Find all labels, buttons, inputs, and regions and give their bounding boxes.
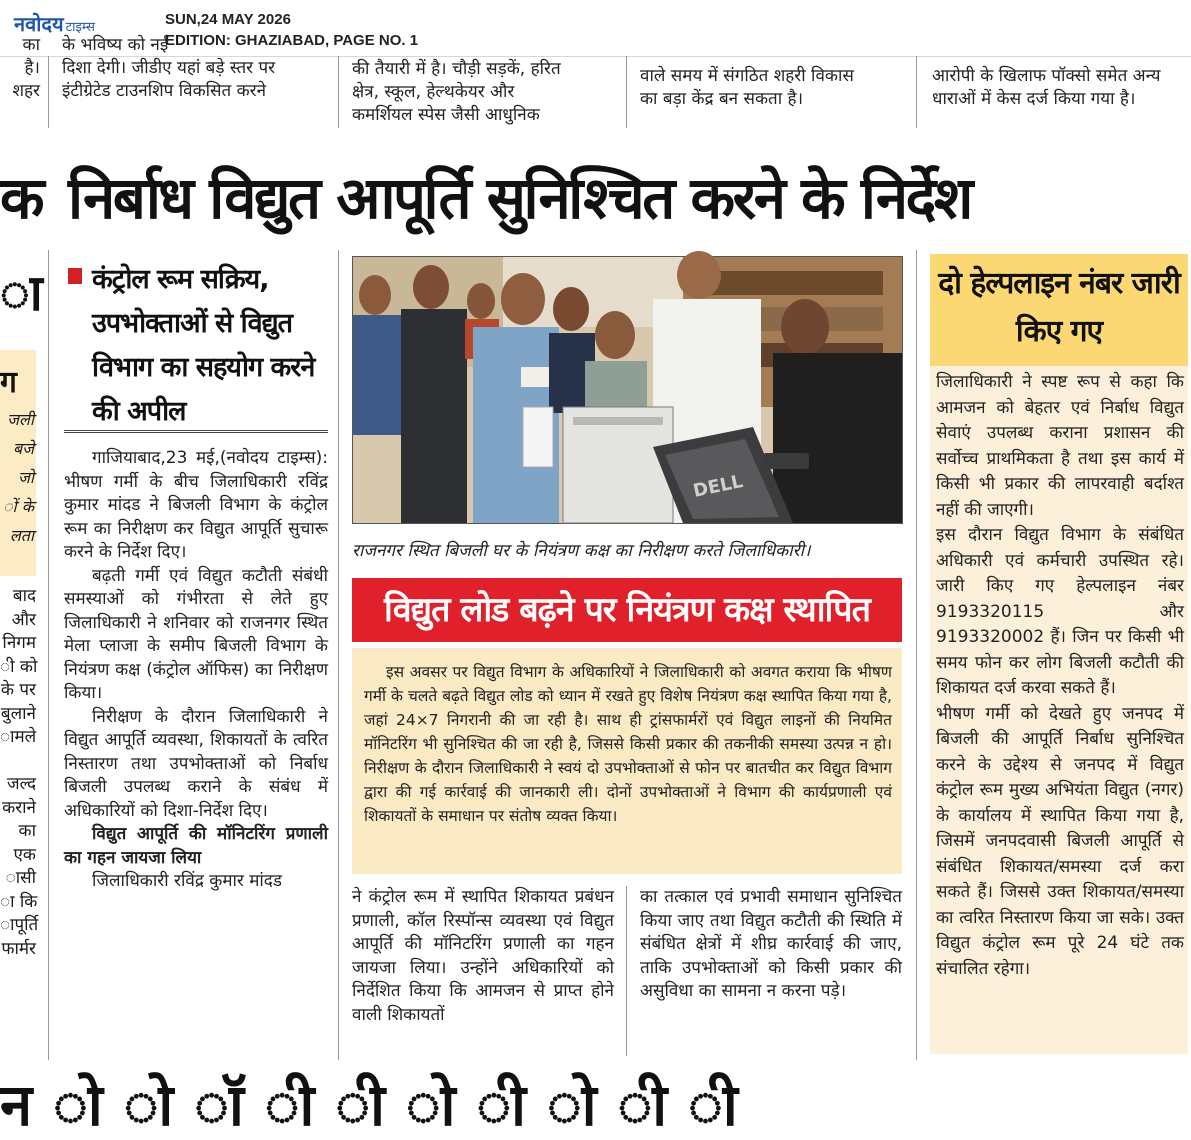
main-headline: निर्बाध विद्युत आपूर्ति सुनिश्चित करने के निर्देश [68,164,971,232]
top-fragment-col3 [640,42,902,111]
column-rule [626,886,627,1056]
frag-line: का [22,35,40,55]
frag-line: ापूर्ति [0,915,39,935]
story-paragraph: निरीक्षण के दौरान जिलाधिकारी ने विद्युत आपूर्ति व्यवस्था, शिकायतों के त्वरित निस्तारण तथा उपभोक्ताओं को निर्बाध बिजली उपलब्ध कराने के संबंध में अधिकारियों को दिशा-निर्देश दिए। [64,706,328,821]
column-rule [338,250,339,1060]
top-left-fragment [0,34,40,134]
frag-line: लता [9,526,34,545]
logo-sub-text: टाइम्स [65,20,95,35]
box-story-title: विद्युत लोड बढ़ने पर नियंत्रण कक्ष स्थापित [383,590,871,630]
frag-line: का बड़ा केंद्र बन सकता है। [640,89,804,109]
frag-line: बजे [12,439,34,458]
frag-line: वाले समय में संगठित शहरी विकास [640,66,854,86]
frag-line: क्षेत्र, स्कूल, हेल्थकेयर और [352,82,515,102]
story-paragraph: का तत्काल एवं प्रभावी समाधान सुनिश्चित किया जाए तथा विद्युत कटौती की स्थिति में संबंधित क्षेत्रों में शीघ्र कार्रवाई की जाए, ताकि उपभोक्ताओं को किसी प्रकार की असुविधा का सामना न करना पड़े। [640,887,902,1001]
story-paragraph: ने कंट्रोल रूम में स्थापित शिकायत प्रबंधन प्रणाली, कॉल रिस्पॉन्स व्यवस्था एवं विद्युत आपूर्ति की मॉनिटरिंग प्रणाली का गहन जायजा लिया। उन्होंने अधिकारियों को निर्देशित किया कि आमजन से प्राप्त होने वाली शिकायतों [352,887,614,1025]
frag-line: का [18,821,36,841]
frag-line: बुलाने [0,703,36,724]
frag-line: ी को [0,656,38,677]
frag-line: कमर्शियल स्पेस जैसी आधुनिक [352,105,540,125]
box-story-paragraph: इस अवसर पर विद्युत विभाग के अधिकारियों ने जिलाधिकारी को अवगत कराया कि भीषण गर्मी के चलते बढ़ते विद्युत लोड को ध्यान में रखते हुए विशेष नियंत्रण कक्ष स्थापित किया गया है, जहां 24×7 निगरानी की जा रही है। साथ ही ट्रांसफार्मरों एवं विद्युत लाइनों की नियमित मॉनिटरिंग भी सुनिश्चित की जा रही है, जिससे किसी प्रकार की तकनीकी समस्या उत्पन्न न हो। निरीक्षण के दौरान जिलाधिकारी ने स्वयं दो उपभोक्ताओं से फोन पर बातचीत कर विद्युत विभाग द्वारा की गई कार्रवाई की जानकारी ली। दोनों उपभोक्ताओं ने विभाग की कार्यप्रणाली एवं शिकायतों के समाधान पर संतोष व्यक्त किया। [364,663,892,825]
bottom-cutoff-text: न ो ो ॉ ी ी ो ी ो ी ी [0,1071,744,1139]
column-rule [48,56,49,128]
story-paragraph: जिलाधिकारी रविंद्र कुमार मांदड [92,871,282,891]
frag-line: निगम [2,633,36,653]
edition-name: EDITION: GHAZIABAD, PAGE NO. 1 [165,32,419,49]
frag-line: जल्द [7,774,36,794]
monitor-brand-label: DELL [691,470,745,502]
news-photo[interactable] [352,256,903,524]
edition-date: SUN,24 MAY 2026 [165,11,291,28]
left-strip-big-fragment: ा [0,264,43,322]
top-fragment-col1 [62,34,328,103]
subhead-bullet [68,268,82,284]
frag-line: की तैयारी में है। चौड़ी सड़कें, हरित [352,59,561,79]
photo-caption: राजनगर स्थित बिजली घर के नियंत्रण कक्ष का निरीक्षण करते जिलाधिकारी। [352,541,811,561]
left-strip-box-heading: ग [0,365,17,400]
column-rule [916,250,917,1060]
column-rule [48,250,49,1060]
box-story-body [364,660,892,828]
frag-line: फार्मर [1,938,36,959]
top-fragment-col2 [352,58,614,127]
left-headline-fragment: क [0,164,45,232]
logo-main-text: नवोदय [14,12,64,36]
left-story-body [64,447,328,894]
helpline-paragraph: जिलाधिकारी ने स्पष्ट रूप से कहा कि आमजन को बेहतर एवं निर्बाध विद्युत सेवाएं उपलब्ध कराना प्रशासन की सर्वोच्च प्राथमिकता है तथा इस कार्य में किसी भी प्रकार की लापरवाही बर्दाश्त नहीं की जाएगी। [936,372,1184,520]
helpline-box-body [936,370,1184,982]
newspaper-logo[interactable] [14,10,95,37]
frag-line: ा कि [0,891,38,912]
frag-line: दिशा देगी। जीडीए यहां बड़े स्तर पर [62,58,276,78]
frag-line: कराने [2,797,36,818]
top-fragment-col4 [932,42,1190,111]
story-subheadline: कंट्रोल रूम सक्रिय, उपभोक्ताओं से विद्युत विभाग का सहयोग करने की अपील [92,264,315,427]
frag-line: एक [13,844,36,865]
story-paragraph: बढ़ती गर्मी एवं विद्युत कटौती संबंधी समस्याओं को गंभीरता से लेते हुए जिलाधिकारी ने शनिवार को राजनगर स्थित मेला प्लाजा के समीप बिजली विभाग के नियंत्रण कक्ष (कंट्रोल ऑफिस) का निरीक्षण किया। [64,565,328,703]
frag-line: आरोपी के खिलाफ पॉक्सो समेत अन्य [932,66,1161,86]
frag-line: धाराओं में केस दर्ज किया गया है। [932,89,1136,109]
helpline-paragraph: इस दौरान विद्युत विभाग के संबंधित अधिकारी एवं कर्मचारी उपस्थित रहे। जारी किए गए हेल्पलाइन नंबर 9193320115 और 9193320002 हैं। जिन पर किसी भी समय फोन कर लोग बिजली कटौती की शिकायत दर्ज करवा सकते हैं। [936,525,1184,698]
frag-line: जली [7,410,34,429]
helpline-paragraph: भीषण गर्मी को देखते हुए जनपद में बिजली की आपूर्ति निर्बाध सुनिश्चित करने के उद्देश्य से जनपद में विद्युत कंट्रोल रूम मुख्य अभियंता विद्युत (नगर) के कार्यालय में स्थापित किया गया है, जिसमें जनपदवासी बिजली आपूर्ति से संबंधित शिकायत/समस्या दर्ज करा सकते हैं। जिससे उक्त शिकायत/समस्या का त्वरित निस्तारण किया जा सके। उक्त विद्युत कंट्रोल रूम पूरे 24 घंटे तक संचालित रहेगा। [936,703,1184,979]
frag-line: शहर [12,81,40,101]
frag-line: जो [17,468,34,487]
frag-line: है। [24,58,40,78]
bottom-column-1 [352,886,614,1027]
frag-line: के भविष्य को नई [62,35,169,55]
column-rule [916,56,917,128]
column-rule [626,56,627,128]
bottom-column-2 [640,886,902,1004]
left-strip-lower-text [0,585,39,961]
frag-line: इंटीग्रेटेड टाउनशिप विकसित करने [62,81,267,101]
left-strip-box-text [0,405,34,550]
photo-illustration [353,257,902,523]
column-rule [338,56,339,128]
story-crosshead: विद्युत आपूर्ति की मॉनिटरिंग प्रणाली का गहन जायजा लिया [64,824,328,868]
frag-line: ामले [0,727,37,747]
frag-line: ासी [5,868,36,888]
frag-line: के पर [0,680,36,700]
bottom-cutoff-headline [0,1068,1191,1139]
helpline-box-title: दो हेल्पलाइन नंबर जारी किए गए [938,266,1180,349]
frag-line: और [11,609,36,630]
story-paragraph: गाजियाबाद,23 मई,(नवोदय टाइम्स): भीषण गर्मी के बीच जिलाधिकारी रविंद्र कुमार मांदड ने बिजली विभाग के कंट्रोल रूम का निरीक्षण कर विद्युत आपूर्ति सुचारू करने के निर्देश दिए। [64,448,328,562]
subhead-divider [64,430,328,433]
frag-line: बाद [12,586,36,606]
frag-line: ों के [2,497,34,516]
